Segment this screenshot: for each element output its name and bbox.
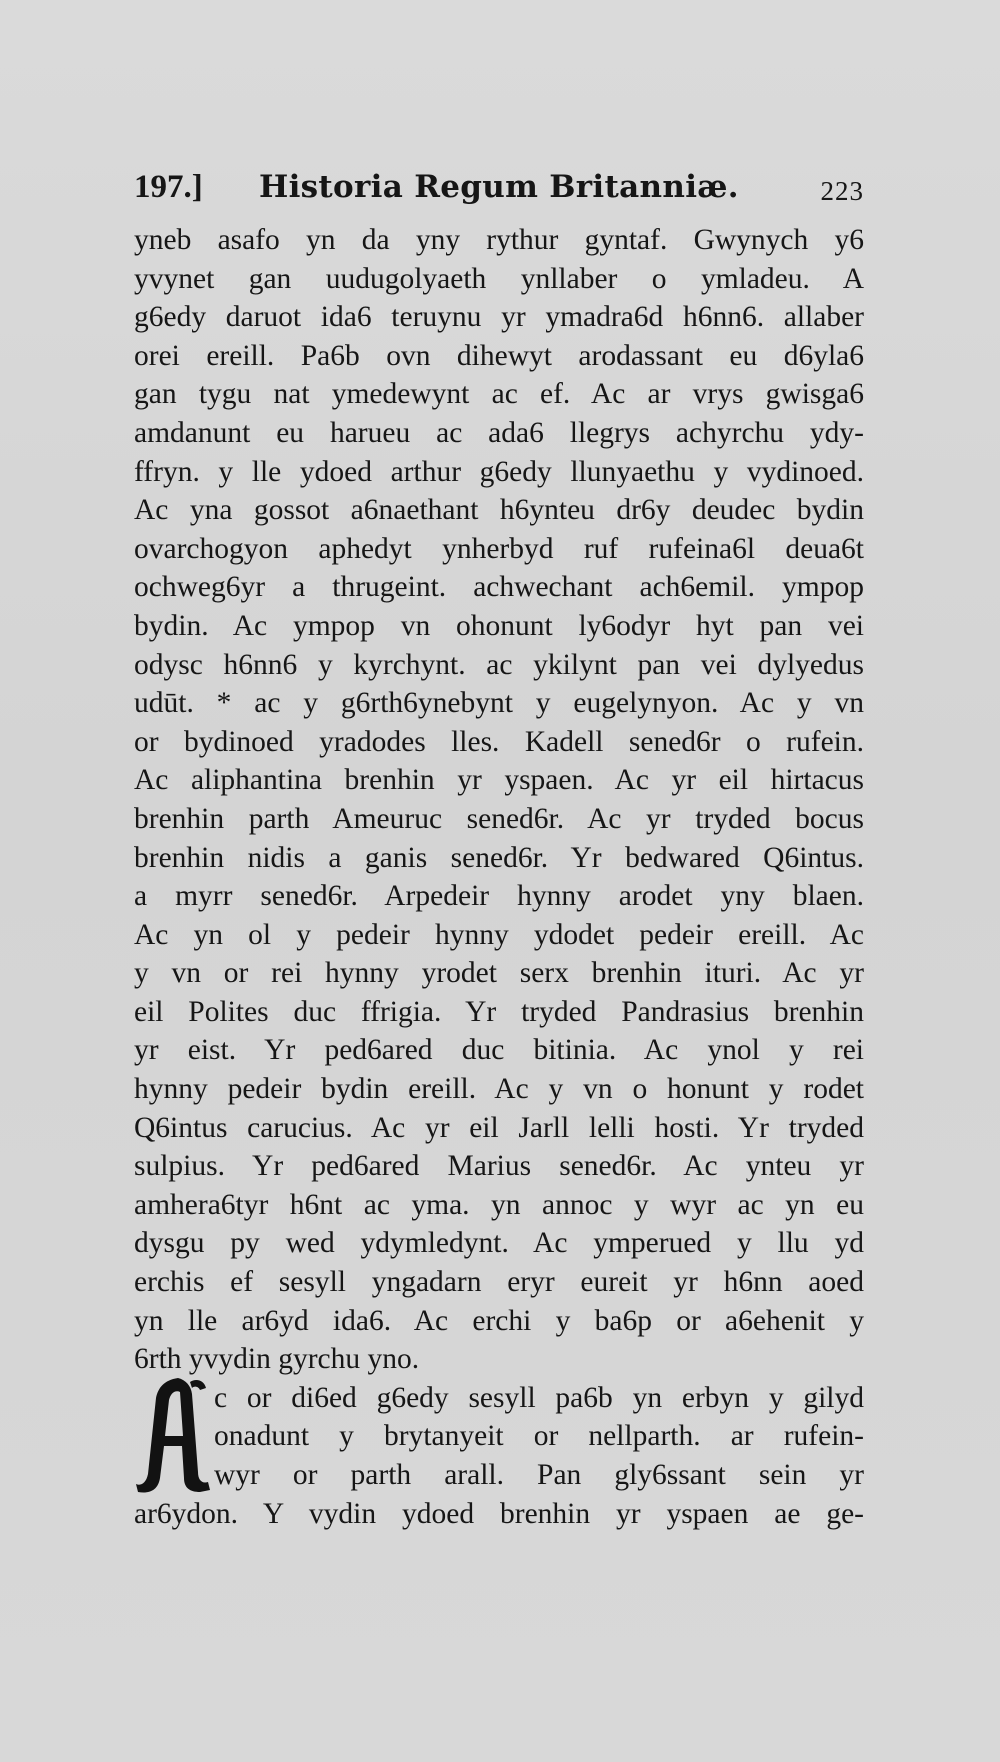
text-line: yvynet gan uudugolyaeth ynllaber o ymladeu. A [134, 262, 864, 295]
text-line: Ac yn ol y pedeir hynny ydodet pedeir ereill. Ac [134, 918, 864, 951]
text-line: Ac yna gossot a6naethant h6ynteu dr6y deudec bydin [134, 494, 864, 527]
text-line: yn lle ar6yd ida6. Ac erchi y ba6p or a6ehenit y [134, 1304, 864, 1337]
text-line: a myrr sened6r. Arpedeir hynny arodet yny blaen. [134, 880, 864, 913]
text-line: amdanunt eu harueu ac ada6 llegrys achyrchu ydy- [134, 416, 864, 449]
text-line: Ac aliphantina brenhin yr yspaen. Ac yr eil hirtacus [134, 764, 864, 797]
text-line: onadunt y brytanyeit or nellparth. ar rufein- [214, 1420, 864, 1453]
text-line: yneb asafo yn da yny rythur gyntaf. Gwynych y6 [134, 224, 864, 256]
text-line: y vn or rei hynny yrodet serx brenhin ituri. Ac yr [134, 957, 864, 990]
section-number: 197.] [134, 169, 203, 205]
text-line: c or di6ed g6edy sesyll pa6b yn erbyn y gilyd [214, 1381, 864, 1414]
text-line: dysgu py wed ydymledynt. Ac ymperued y llu yd [134, 1227, 864, 1260]
dropcap-initial [134, 1374, 214, 1496]
text-line: ochweg6yr a thrugeint. achwechant ach6emil. ympop [134, 571, 864, 604]
text-line: odysc h6nn6 y kyrchynt. ac ykilynt pan vei dylyedus [134, 648, 864, 681]
text-line: sulpius. Yr ped6ared Marius sened6r. Ac ynteu yr [134, 1150, 864, 1183]
text-line: g6edy daruot ida6 teruynu yr ymadra6d h6nn6. allaber [134, 301, 864, 334]
text-line: wyr or parth arall. Pan gly6ssant sein yr [214, 1459, 864, 1491]
text-line: yr eist. Yr ped6ared duc bitinia. Ac ynol y rei [134, 1034, 864, 1067]
text-line: or bydinoed yradodes lles. Kadell sened6r o rufein. [134, 725, 864, 758]
page-number: 223 [820, 176, 864, 206]
text-body [134, 221, 864, 1533]
text-line: ovarchogyon aphedyt ynherbyd ruf rufeina6l deua6t [134, 532, 864, 565]
dropcap-glyph [134, 1374, 214, 1496]
page-header [134, 167, 864, 217]
text-line: 6rth yvydin gyrchu yno. [134, 1343, 420, 1376]
text-line: amhera6tyr h6nt ac yma. yn annoc y wyr ac yn eu [134, 1188, 864, 1221]
text-line: bydin. Ac ympop vn ohonunt ly6odyr hyt pan vei [134, 609, 864, 642]
running-title: Historia Regum Britanniæ. [259, 169, 739, 205]
text-line: hynny pedeir bydin ereill. Ac y vn o honunt y rodet [134, 1073, 864, 1106]
text-line: erchis ef sesyll yngadarn eryr eureit yr h6nn aoed [134, 1266, 864, 1299]
text-line: Q6intus carucius. Ac yr eil Jarll lelli hosti. Yr tryded [134, 1111, 864, 1144]
text-line: brenhin parth Ameuruc sened6r. Ac yr tryded bocus [134, 802, 864, 835]
text-line: ffryn. y lle ydoed arthur g6edy llunyaethu y vydinoed. [134, 455, 864, 488]
text-line: brenhin nidis a ganis sened6r. Yr bedwared Q6intus. [134, 841, 864, 874]
text-line: orei ereill. Pa6b ovn dihewyt arodassant eu d6yla6 [134, 339, 864, 372]
text-line: ar6ydon. Y vydin ydoed brenhin yr yspaen ae ge- [134, 1497, 864, 1530]
text-line: eil Polites duc ffrigia. Yr tryded Pandrasius brenhin [134, 995, 864, 1028]
text-line: udūt. * ac y g6rth6ynebynt y eugelynyon. Ac y vn [134, 687, 864, 720]
text-line: gan tygu nat ymedewynt ac ef. Ac ar vrys gwisga6 [134, 378, 864, 411]
